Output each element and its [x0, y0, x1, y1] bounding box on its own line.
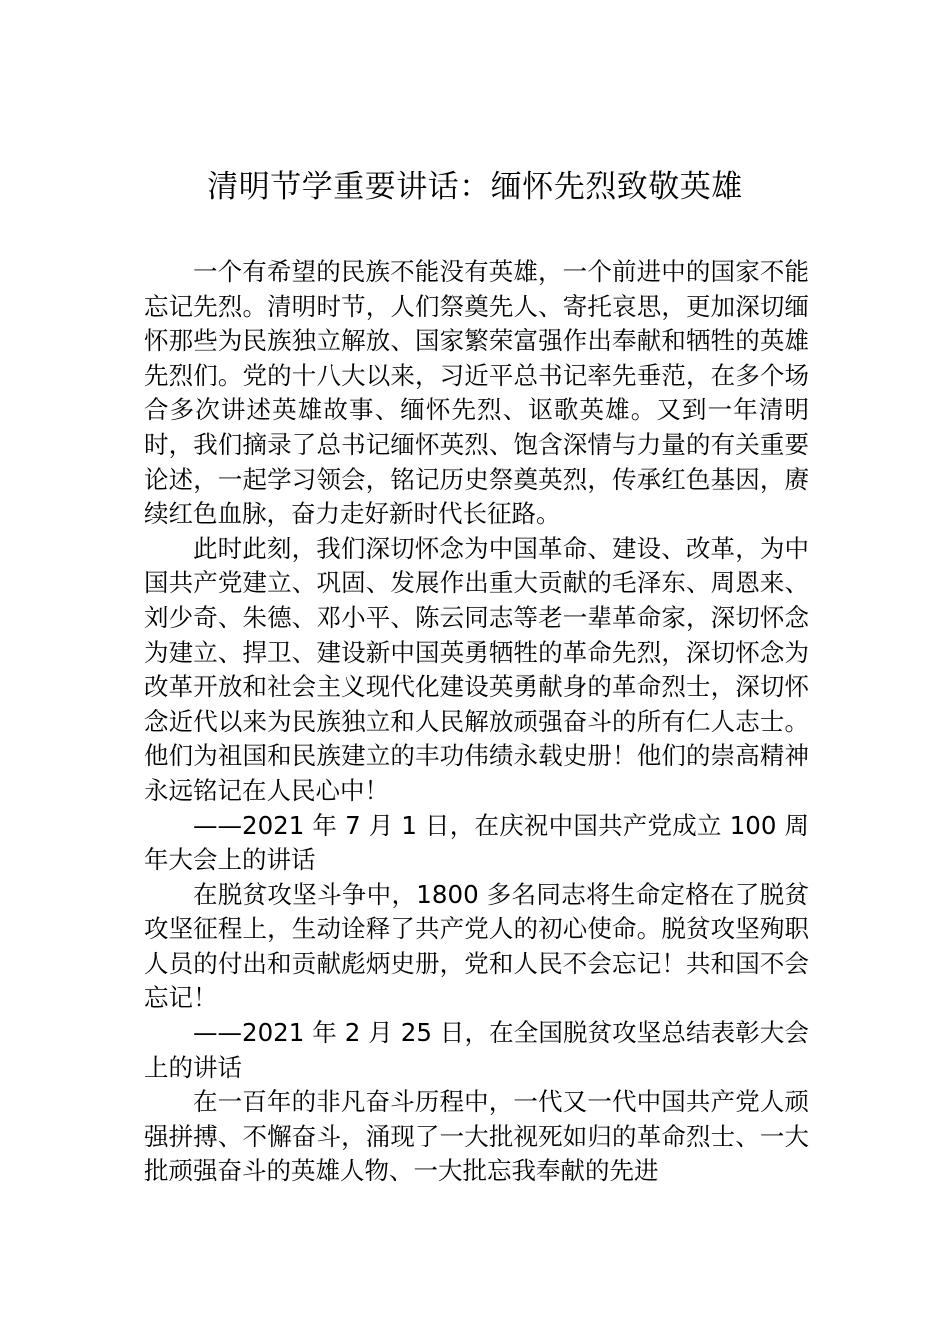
paragraph-quote-2: 在脱贫攻坚斗争中，1800 多名同志将生命定格在了脱贫攻坚征程上，生动诠释了共产党人的初心使命。脱贫攻坚殉职人员的付出和贡献彪炳史册，党和人民不会忘记！共和国不会忘记！ — [144, 879, 809, 1013]
quote-source-2: ——2021 年 2 月 25 日，在全国脱贫攻坚总结表彰大会上的讲话 — [144, 1018, 809, 1082]
paragraph-intro: 一个有希望的民族不能没有英雄，一个前进中的国家不能忘记先烈。清明时节，人们祭奠先人、寄托哀思，更加深切缅怀那些为民族独立解放、国家繁荣富强作出奉献和牺牲的英雄先烈们。党的十八大以来，习近平总书记率先垂范，在多个场合多次讲述英雄故事、缅怀先烈、讴歌英雄。又到一年清明时，我们摘录了总书记缅怀英烈、饱含深情与力量的有关重要论述，一起学习领会，铭记历史祭奠英烈，传承红色基因，赓续红色血脉，奋力走好新时代长征路。 — [144, 257, 809, 529]
paragraph-quote-1: 此时此刻，我们深切怀念为中国革命、建设、改革，为中国共产党建立、巩固、发展作出重大贡献的毛泽东、周恩来、刘少奇、朱德、邓小平、陈云同志等老一辈革命家，深切怀念为建立、捍卫、建设新中国英勇牺牲的革命先烈，深切怀念为改革开放和社会主义现代化建设英勇献身的革命烈士，深切怀念近代以来为民族独立和人民解放顽强奋斗的所有仁人志士。他们为祖国和民族建立的丰功伟绩永载史册！他们的崇高精神永远铭记在人民心中！ — [144, 533, 809, 805]
document-body — [144, 255, 809, 1189]
document-title: 清明节学重要讲话：缅怀先烈致敬英雄 — [207, 169, 743, 205]
quote-source-1: ——2021 年 7 月 1 日，在庆祝中国共产党成立 100 周年大会上的讲话 — [144, 810, 809, 875]
paragraph-quote-3: 在一百年的非凡奋斗历程中，一代又一代中国共产党人顽强拼搏、不懈奋斗，涌现了一大批视死如归的革命烈士、一大批顽强奋斗的英雄人物、一大批忘我奉献的先进 — [144, 1087, 809, 1186]
